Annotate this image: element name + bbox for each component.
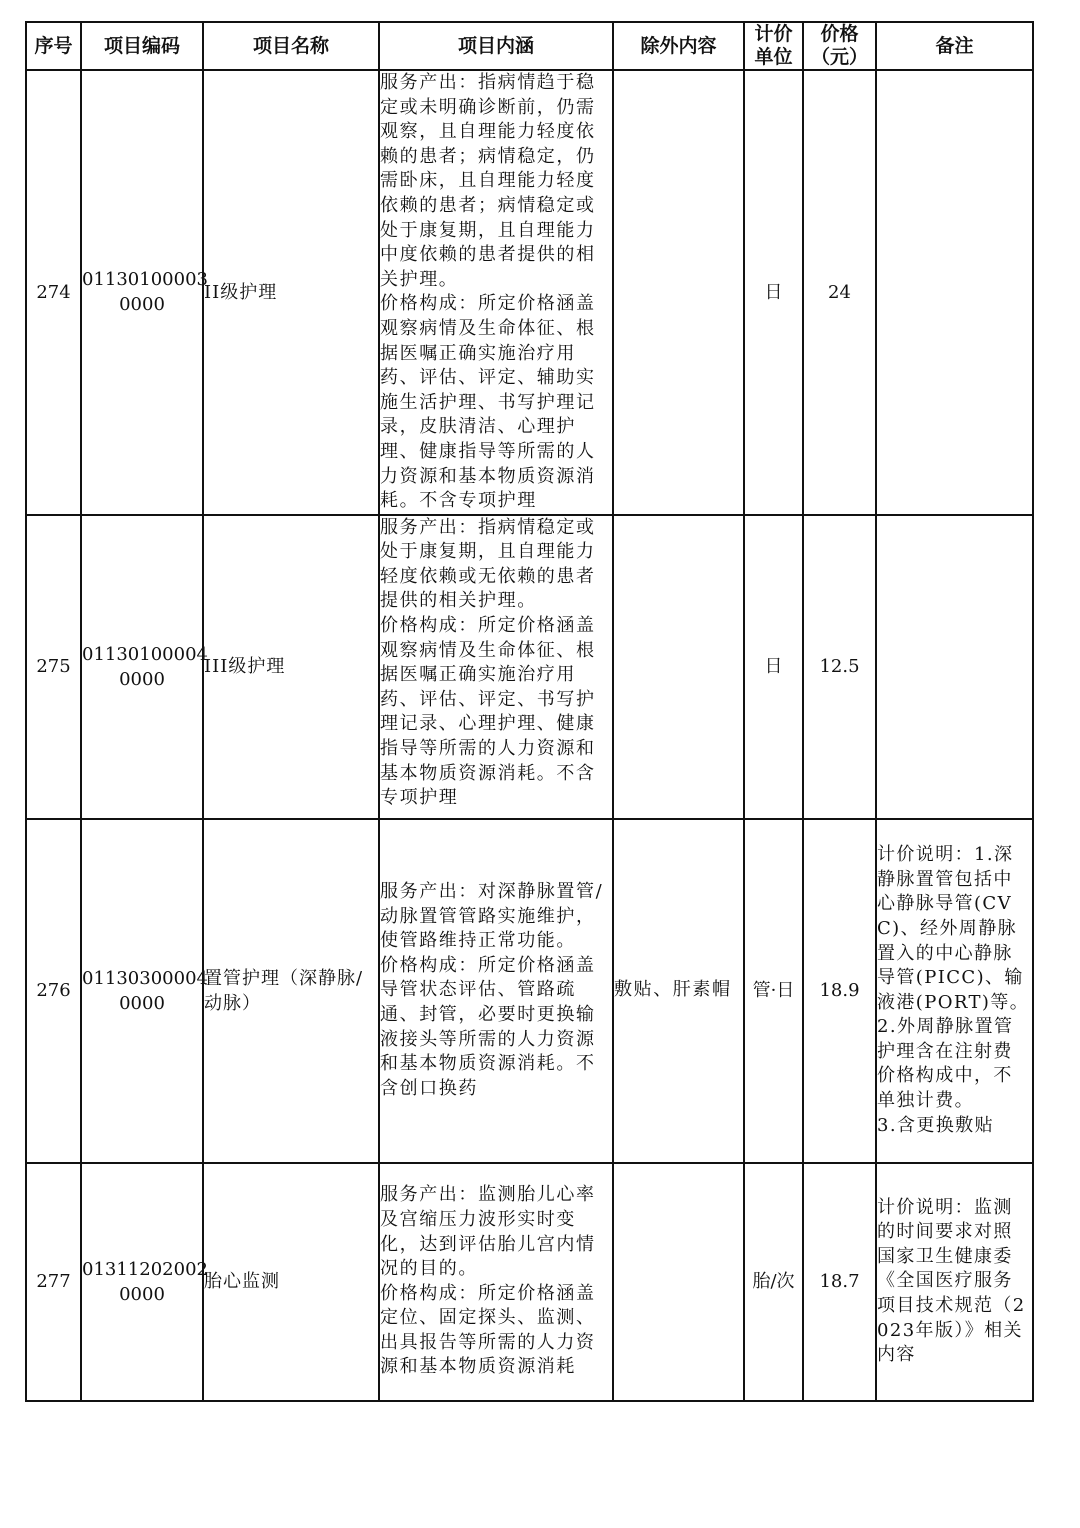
row-code-line1: 01311202002 xyxy=(82,1258,208,1280)
header-price-line1: 价格 xyxy=(820,23,859,45)
row-content xyxy=(379,70,613,515)
header-unit-line1: 计价 xyxy=(754,23,793,45)
header-exclusion: 除外内容 xyxy=(613,22,744,70)
row-content-output: 服务产出：指病情稳定或处于康复期，且自理能力轻度依赖或无依赖的患者提供的相关护理。 xyxy=(380,516,596,612)
table-row xyxy=(26,70,1033,515)
row-name: II级护理 xyxy=(203,70,379,515)
row-remark xyxy=(876,515,1033,819)
row-seq: 276 xyxy=(26,819,81,1163)
row-remark-p1: 计价说明：1.深静脉置管包括中心静脉导管(CVC)、经外周静脉置入的中心静脉导管(PICC)、输液港(PORT)等。 xyxy=(877,844,1030,1013)
row-code-line1: 01130100004 xyxy=(82,643,208,665)
header-name: 项目名称 xyxy=(203,22,379,70)
row-name: 胎心监测 xyxy=(203,1163,379,1401)
row-exclusion xyxy=(613,1163,744,1401)
row-exclusion xyxy=(613,515,744,819)
row-content xyxy=(379,515,613,819)
row-remark-p2: 2.外周静脉置管护理含在注射费价格构成中，不单独计费。 xyxy=(877,1016,1014,1112)
header-content: 项目内涵 xyxy=(379,22,613,70)
row-code-line1: 01130300004 xyxy=(82,967,208,989)
row-content-price: 价格构成：所定价格涵盖导管状态评估、管路疏通、封管，必要时更换输液接头等所需的人力资源和基本物质资源消耗。不含创口换药 xyxy=(380,954,596,1099)
row-remark xyxy=(876,819,1033,1163)
row-unit: 日 xyxy=(744,70,803,515)
header-code: 项目编码 xyxy=(81,22,203,70)
row-code-line1: 01130100003 xyxy=(82,269,208,291)
row-code xyxy=(81,1163,208,1401)
table-row xyxy=(26,819,1033,1163)
row-price: 18.9 xyxy=(803,819,876,1163)
row-exclusion: 敷贴、肝素帽 xyxy=(613,819,744,1163)
row-price: 12.5 xyxy=(803,515,876,819)
row-name: 置管护理（深静脉/动脉） xyxy=(203,819,379,1163)
row-unit: 管·日 xyxy=(744,819,803,1163)
row-code xyxy=(81,70,208,515)
table-header-row xyxy=(26,22,1033,70)
table-row xyxy=(26,1163,1033,1401)
header-price xyxy=(803,22,876,70)
row-code-line2: 0000 xyxy=(119,992,165,1014)
header-remark: 备注 xyxy=(876,22,1033,70)
row-unit: 胎/次 xyxy=(744,1163,803,1401)
row-content-price: 价格构成：所定价格涵盖观察病情及生命体征、根据医嘱正确实施治疗用药、评估、评定、书写护理记录、心理护理、健康指导等所需的人力资源和基本物质资源消耗。不含专项护理 xyxy=(380,615,596,809)
header-unit xyxy=(744,22,803,70)
row-code-line2: 0000 xyxy=(119,294,165,316)
row-content xyxy=(379,1163,613,1401)
row-code-line2: 0000 xyxy=(119,668,165,690)
header-unit-line2: 单位 xyxy=(754,46,793,68)
row-code xyxy=(81,819,208,1163)
row-content xyxy=(379,819,613,1163)
row-content-output: 服务产出：对深静脉置管/动脉置管管路实施维护，使管路维持正常功能。 xyxy=(380,881,604,952)
row-content-output: 服务产出：指病情趋于稳定或未明确诊断前，仍需观察，且自理能力轻度依赖的患者；病情稳定，仍需卧床，且自理能力轻度依赖的患者；病情稳定或处于康复期，且自理能力中度依赖的患者提供的相关护理。 xyxy=(380,72,596,290)
row-content-price: 价格构成：所定价格涵盖观察病情及生命体征、根据医嘱正确实施治疗用药、评估、评定、辅助实施生活护理、书写护理记录，皮肤清洁、心理护理、健康指导等所需的人力资源和基本物质资源消耗。不含专项护理 xyxy=(380,293,596,512)
row-exclusion xyxy=(613,70,744,515)
row-seq: 277 xyxy=(26,1163,81,1401)
row-price: 18.7 xyxy=(803,1163,876,1401)
row-remark: 计价说明：监测的时间要求对照国家卫生健康委《全国医疗服务项目技术规范（2023年版）》相关内容 xyxy=(876,1163,1033,1401)
row-content-price: 价格构成：所定价格涵盖定位、固定探头、监测、出具报告等所需的人力资源和基本物质资源消耗 xyxy=(380,1282,596,1378)
header-seq: 序号 xyxy=(26,22,81,70)
row-code-line2: 0000 xyxy=(119,1283,165,1305)
row-seq: 274 xyxy=(26,70,81,515)
medical-service-price-table xyxy=(25,21,1034,1402)
header-price-line2: （元） xyxy=(810,46,868,68)
row-price: 24 xyxy=(803,70,876,515)
row-name: III级护理 xyxy=(203,515,379,819)
row-unit: 日 xyxy=(744,515,803,819)
table-row xyxy=(26,515,1033,819)
row-seq: 275 xyxy=(26,515,81,819)
row-code xyxy=(81,515,208,819)
document-page xyxy=(25,21,1032,1402)
row-remark xyxy=(876,70,1033,515)
row-remark-p3: 3.含更换敷贴 xyxy=(877,1114,994,1136)
row-content-output: 服务产出：监测胎儿心率及宫缩压力波形实时变化，达到评估胎儿宫内情况的目的。 xyxy=(380,1184,596,1280)
